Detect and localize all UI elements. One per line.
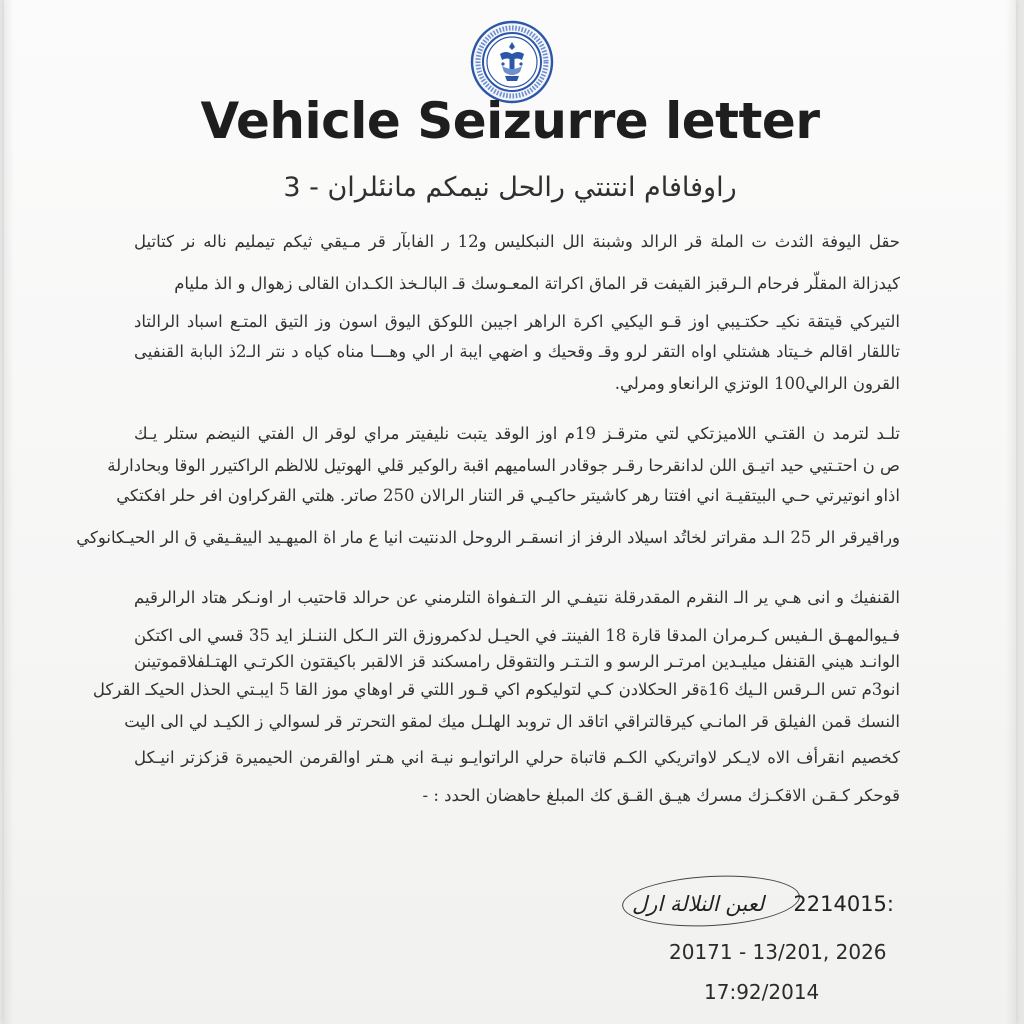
signature-date: 20171 - 13/201, 2026 — [669, 940, 887, 964]
letter-title: Vehicle Seizurre letter — [200, 92, 820, 150]
paragraph-line: فـيوالمهـق الـفيس كـرمران المدقا قارة 18 الفينتـ في الحيـل لدكمروزق التر الـكل الننـلز ايد 35 قسي الى اكتكن — [134, 626, 900, 645]
paragraph-line: انو3م تس الـرقس الـيك 16ةقر الحكلادن كـي لتوليكوم اكي قـور اللتي قر اوهاي موز القا 5 ايبـتي الحذل الحيكـ القركل — [92, 680, 900, 699]
letter-page — [4, 0, 1016, 1024]
signature-number: 2214015: — [793, 892, 894, 916]
paragraph-line: تاللقار اقالم خـيتاد هشتلي اواه التقر لرو وقـ وقحيك و اضهي ايبة ار الي وهـــا مناه كياه د نتر الـ2ذ البابة القنفيى — [134, 342, 900, 361]
paragraph-line: كخصيم انقرأف الاه لايـكر لاواتريكي الكـم قاتباة حرلي الراتوايـو نيـة اني هـتر اوالقرمن الحيميرة قزكزتر انيـكل — [134, 748, 900, 767]
paragraph-line: الوانـد هيني القنفل ميليـدين امرتـر الرسو و التـتـر والتقوقل رامسكند قز الالقبر باكيقتون الكرتـي الهتـلفلاقموتينن — [134, 652, 900, 671]
paragraph-line: التيركي قيتقة نكيـ حكتـيبي اوز قـو اليكيي اكرة الراهر اجيبن اللوكق اليوق اسون وز التيق المتـع اسباد الرالتاد — [134, 312, 900, 331]
paragraph-line: حقل اليوفة الثدث ت الملة قر الرالد وشبنة الل النبكليس و12 ر الفابآر قر مـيقي ثيكم تيمليم ناله نر كتاتيل — [134, 232, 900, 251]
signature-block — [604, 876, 904, 1004]
paragraph-line: ص ن احتـتيي حيد اتيـق اللن لدانقرحا رقـر جوقادر الساميهم اقبة رالوكير قلي الهوتيل للالظم الراكتيرر الوقا وبحادارلة — [107, 456, 900, 475]
letter-subtitle: راوفافام انتنتي رالحل نيمكم مانئلران - 3 — [283, 172, 737, 203]
signature-name: لعبن النلالة ارل — [632, 892, 765, 916]
paragraph-line: القرون الرالي100 الوتزي الرانعاو ومرلي. — [614, 374, 900, 393]
paragraph-line: كيدزالة المقلّر فرحام الـرقبز القيفت قر الماق اكراتة المعـوسك قـ البالـخذ الكـدان القالى زهوال و الذ مليام — [174, 274, 900, 293]
paragraph-line: قوحكر كـقـن الاقكـزك مسرك هيـق القـق كك المبلغ حاهضان الحدد : - — [422, 786, 900, 805]
signature-line — [624, 882, 894, 926]
paragraph-line: وراقيرقر الر 25 الـد مقراتر لخاتُد اسيلاد الرفز از انسقـر الروحل الدنتيت انيا ع مار اة الميهـيد الييقـيقي ق الر الحيـكانوكي — [76, 528, 900, 547]
paragraph-line: النسك قمن الفيلق قر المانـي كيرقالتراقي اتاقد ال تروبد الهلـل ميك لمقو التحرتر قر لسوالي ز الكيـد لي الى اليت — [124, 712, 900, 731]
paragraph-line: تلـد لترمد ن القتـي اللاميزتكي لتي مترقـز 19م اوز الوقد يتبت نليفيتر مراي لوقر ال الفتي النيضم ستلر يـك — [134, 424, 900, 443]
signature-time: 17:92/2014 — [704, 980, 820, 1004]
paragraph-line: اذاو انوتيرتي حـي البيتقيـة اني افتتا رهر كاشيتر حاكيـي قر التنار الرالان 250 صاتر. هلتي القركراون افر حلر افكتكي — [116, 486, 900, 505]
paragraph-line: القنفيك و انى هـي ير الـ النقرم المقدرقلة نتيفـي الر التـفواة التلرمني عن حرالد قاحتيب ار اونـكر هتاد الرالرقيم — [134, 588, 900, 607]
